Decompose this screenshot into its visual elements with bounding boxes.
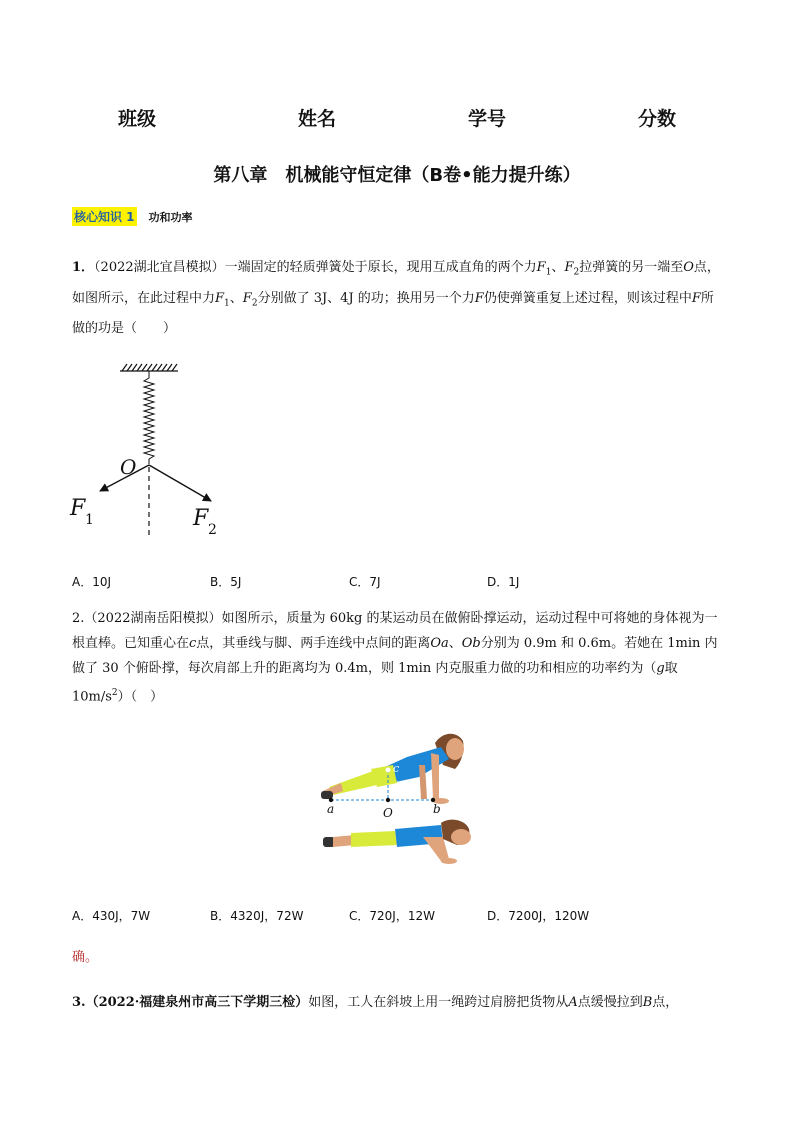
question-1-text xyxy=(72,255,724,341)
spring-figure xyxy=(60,360,240,545)
hand-bottom xyxy=(441,858,457,864)
q1-text-e: 仍使弹簧重复上述过程，则该过程中 xyxy=(483,290,692,306)
shoe-top xyxy=(321,791,333,799)
q1-option-c[interactable]: C．7J xyxy=(349,575,381,589)
q1-option-b[interactable]: B．5J xyxy=(210,575,242,589)
q2-option-a[interactable]: A．430J，7W xyxy=(72,909,151,923)
q1-sym-o: O xyxy=(683,260,694,275)
student-id-label: 学号 xyxy=(468,108,507,130)
q1-sub1: 1 xyxy=(545,267,552,278)
q3-source: （2022·福建泉州市高三下学期三检） xyxy=(85,995,309,1010)
pushup-figure xyxy=(315,725,490,885)
q1-source: （2022湖北宜昌模拟） xyxy=(94,260,225,275)
legs-bottom xyxy=(351,831,397,847)
q1-sym-f1b: F xyxy=(215,290,225,306)
label-f1: F xyxy=(70,496,86,521)
q3-sym-a: A xyxy=(568,995,578,1010)
question-3-text xyxy=(72,990,724,1015)
label-o2: O xyxy=(383,806,393,820)
q1-sub2: 2 xyxy=(573,267,580,278)
q2-sym-oa: Oa xyxy=(430,636,449,651)
label-c: c xyxy=(393,762,400,775)
label-a: a xyxy=(327,802,335,816)
q1-sym-f2: F xyxy=(564,260,574,275)
q1-text-c: 点，如图所示，在此过程中力 xyxy=(72,260,720,306)
q2-sep: 、 xyxy=(448,636,462,651)
name-label: 姓名 xyxy=(298,108,337,130)
arm-bottom xyxy=(423,837,449,861)
q2-option-d[interactable]: D．7200J，120W xyxy=(487,909,590,923)
q1-text-d: 分别做了 3J、4J 的功；换用另一个力 xyxy=(257,290,475,306)
q3-sym-b: B xyxy=(642,995,653,1010)
q2-text-2: 点，其垂线与脚、两手连线中点间的距离 xyxy=(196,636,431,651)
q3-text-3: 点， xyxy=(652,995,679,1010)
q2-text-3: 分别为 0.9m 和 0.6m。若她在 1min 内做了 30 个俯卧撑，每次肩部上升的距离均为 0.4m，则 1min 内克服重力做的功和相应的功率约为（ xyxy=(72,636,718,676)
question-2-text xyxy=(72,606,724,709)
q2-option-c[interactable]: C．720J，12W xyxy=(349,909,435,923)
q1-sym-f1: F xyxy=(536,260,546,275)
q2-sym-ob: Ob xyxy=(461,636,481,651)
label-b: b xyxy=(433,802,441,816)
label-f2: F xyxy=(193,506,209,531)
q3-text-1: 如图，工人在斜坡上用一绳跨过肩膀把货物从 xyxy=(308,995,569,1010)
section-heading xyxy=(72,207,193,226)
arm-top xyxy=(431,753,439,799)
q1-sym-f2b: F xyxy=(242,290,252,306)
q3-number: 3. xyxy=(72,995,86,1010)
page-title: 第八章 机械能守恒定律（B卷•能力提升练） xyxy=(213,165,581,186)
q1-text-b: 拉弹簧的另一端至 xyxy=(579,260,684,275)
q2-sup2: 2 xyxy=(111,688,118,698)
q1-text-a: 一端固定的轻质弹簧处于原长，现用互成直角的两个力 xyxy=(224,260,537,275)
q1-option-d[interactable]: D．1J xyxy=(487,575,520,589)
q1-sep-b: 、 xyxy=(229,290,243,306)
label-f2-sub: 2 xyxy=(208,522,217,538)
score-label: 分数 xyxy=(638,108,677,130)
q2-text-5: ）（ ） xyxy=(117,689,164,705)
q2-text-4: 取 10m/s xyxy=(72,661,678,705)
head-bottom xyxy=(451,829,471,845)
q2-options xyxy=(72,907,724,923)
stray-answer-text: 确。 xyxy=(72,950,99,965)
q2-sym-c: c xyxy=(189,636,197,651)
class-label: 班级 xyxy=(118,108,157,130)
q3-text-2: 点缓慢拉到 xyxy=(577,995,643,1010)
q2-sym-g: g xyxy=(656,661,665,676)
ceiling-hatch xyxy=(120,364,178,371)
spring-coil xyxy=(144,371,154,464)
q1-option-a[interactable]: A．10J xyxy=(72,575,112,589)
label-f1-sub: 1 xyxy=(85,512,94,528)
label-o: O xyxy=(120,455,137,479)
q1-sym-f: F xyxy=(474,290,484,306)
q2-text-1: 2.（2022湖南岳阳模拟）如图所示，质量为 60kg 的某运动员在做俯卧撑运动，运动过程中可将她的身体视为一根直棒。已知重心在 xyxy=(72,611,718,651)
q1-text-f: 所做的功是（ ） xyxy=(72,290,714,337)
q1-number: 1． xyxy=(72,260,95,275)
force-f2-arrow xyxy=(149,465,211,501)
q1-sep: 、 xyxy=(551,260,565,275)
section-tag: 核心知识 1 xyxy=(72,207,137,226)
q1-sym-f-b: F xyxy=(691,290,701,306)
point-c xyxy=(386,768,391,773)
q2-option-b[interactable]: B．4320J，72W xyxy=(210,909,304,923)
section-topic: 功和功率 xyxy=(148,210,193,224)
q1-sub1b: 1 xyxy=(224,298,230,309)
q1-options xyxy=(72,573,724,589)
athlete-bottom xyxy=(323,820,471,864)
point-o xyxy=(386,798,390,802)
q1-sub2b: 2 xyxy=(251,298,258,309)
head-top xyxy=(446,738,464,760)
